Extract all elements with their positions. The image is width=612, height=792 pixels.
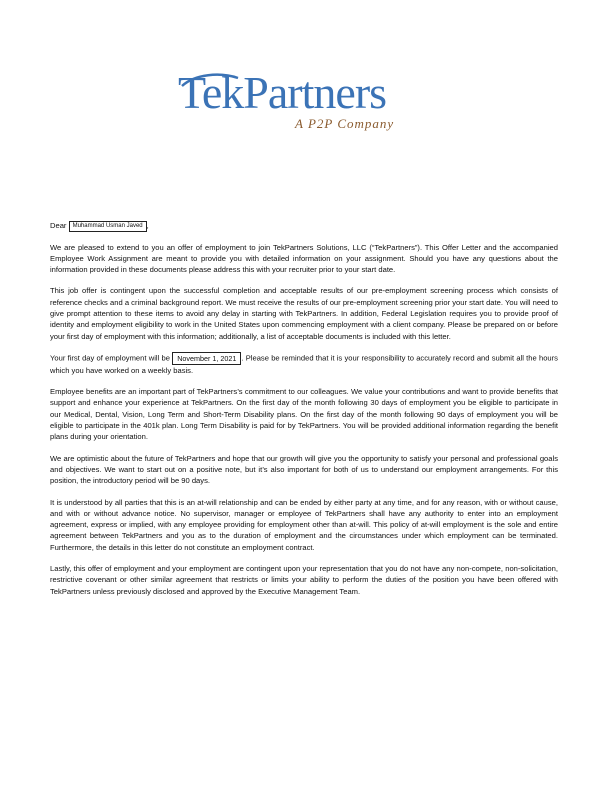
paragraph-intro: We are pleased to extend to you an offer of employment to join TekPartners Solutions, LLC (“TekPartners”). This Offer Letter and the accompanied Employee Work Assignment are meant to provide you with detailed information on your assignment. Should you have any questions about the information provided in these documents please address this with your recruiter prior to your start date. [50,242,558,275]
paragraph-benefits: Employee benefits are an important part of TekPartners’s commitment to our colleagues. We value your contributions and want to provide benefits that support and enhance your experience at TekPartners. On the first day of the month following 30 days of employment you be eligible to participate in our Medical, Dental, Vision, Long Term and Short-Term Disability plans. On the first day of the month following 90 days of employment you will be eligible to participate in the 401k plan. Long Term Disability is paid for by TekPartners. You will be provided additional information regarding the benefit plans during your orientation. [50,387,558,442]
start-date-lead: Your first day of employment will be [50,353,170,363]
salutation [50,220,558,232]
paragraph-start-date [50,352,558,376]
logo-wordmark: TekPartners [178,67,387,118]
company-logo [178,67,438,138]
salutation-greeting: Dear [50,221,67,230]
paragraph-screening: This job offer is contingent upon the successful completion and acceptable results of our pre-employment screening process which consists of reference checks and a criminal background report. We must receive the results of our pre-employment screening prior your start date. You will need to give prompt attention to these items to avoid any delay in starting with TekPartners. In addition, Federal Legislation requires you to provide proof of identity and employment eligibility to work in the United States upon commencing employment with a client company. Please be prepared on or before your first day of employment with this information; additionally, a list of acceptable documents is included with this letter. [50,286,558,341]
logo-tagline: A P2P Company [295,116,395,131]
salutation-punct: , [146,221,149,230]
paragraph-at-will: It is understood by all parties that this is an at-will relationship and can be ended by either party at any time, and for any reason, with or without cause, and with or without advance notice. No supervisor, manager or employee of TekPartners shall have any authority to enter into an employment agreement, express or implied, with any employee providing for employment other than at-will. This policy of at-will employment is the sole and entire agreement between TekPartners and you as to the duration of employment and the circumstances under which employment can be terminated. Furthermore, the details in this letter do not constitute an employment contract. [50,497,558,552]
offer-letter-body [50,220,558,607]
start-date-field[interactable]: November 1, 2021 [172,352,241,365]
paragraph-non-compete: Lastly, this offer of employment and your employment are contingent upon your representation that you do not have any non-compete, non-solicitation, restrictive covenant or other similar agreement that restricts or limits your ability to perform the duties of the position you have been offered with TekPartners unless previously disclosed and approved by the Executive Management Team. [50,564,558,596]
candidate-name-field[interactable]: Muhammad Usman Javed [69,221,147,232]
start-date-tail: . Please be reminded that it is your responsibility to accurately record and submit all the hours which you have worked on a weekly basis. [50,353,558,375]
paragraph-optimism: We are optimistic about the future of TekPartners and hope that our growth will give you the opportunity to satisfy your personal and professional goals and objectives. We want to start out on a positive note, but it’s also important for both of us to understand our employment arrangements. For this position, the introductory period will be 90 days. [50,453,558,486]
